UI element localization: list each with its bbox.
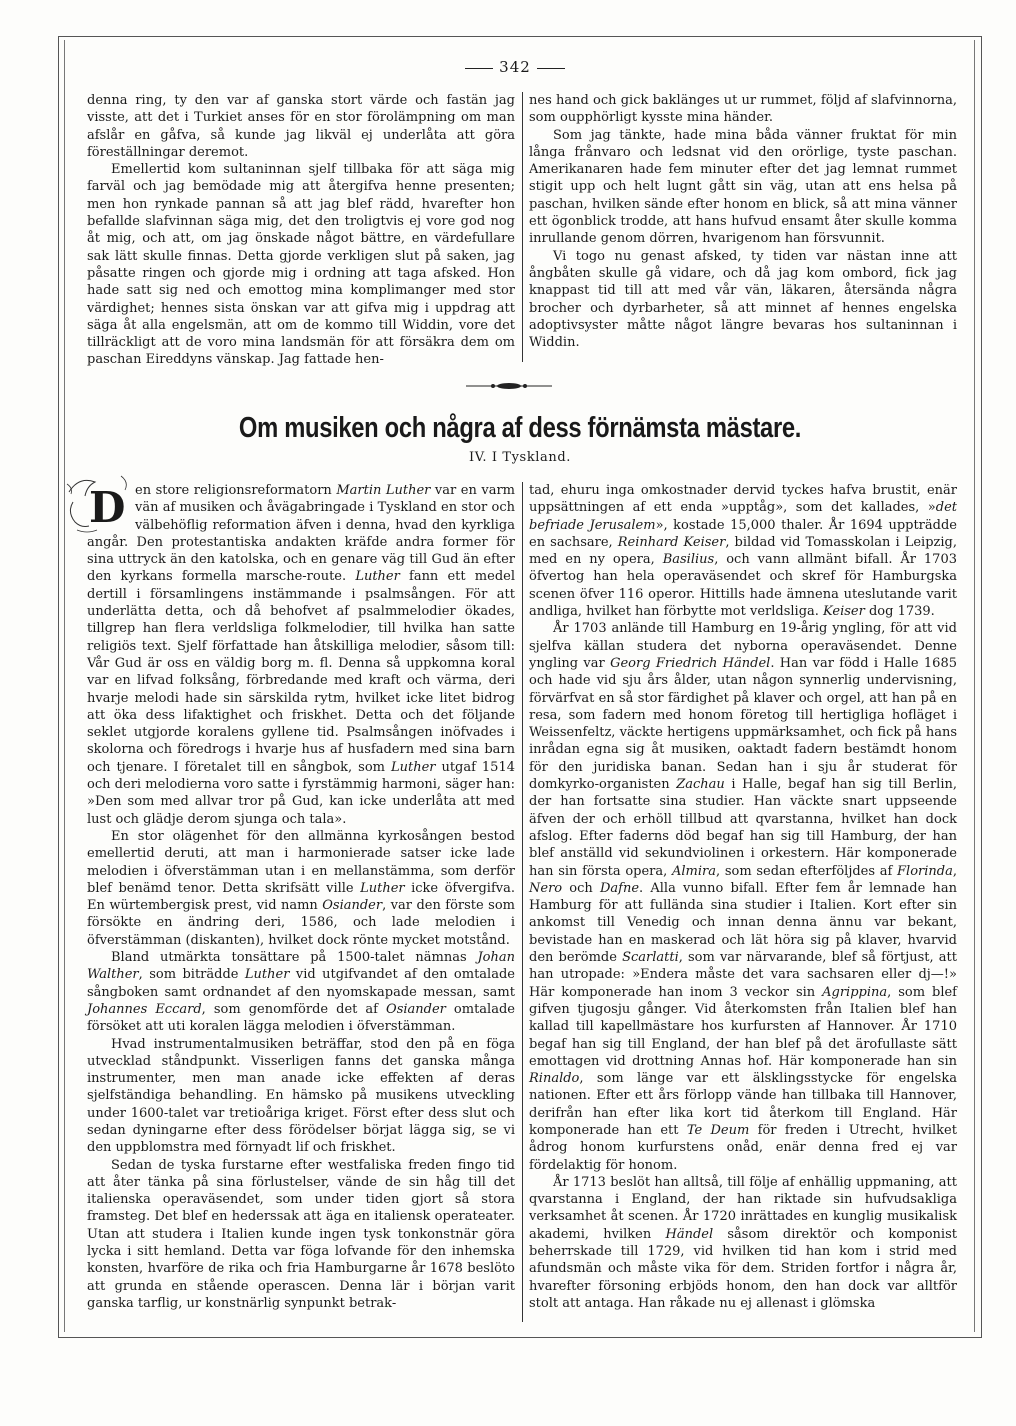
italic-name: Luther	[355, 569, 400, 585]
italic-name: det befriade Jerusalem	[529, 500, 957, 533]
paragraph: tad, ehuru inga omkostnader dervid tyckes hafva brustit, enär uppsättningen af ett enda »upptåg», som det kallades, »det befriade Jerusalem», kostade 15,000 thaler. År 1694 uppträdde en sachsare, Reinhard Keiser, bildad vid Tomasskolan i Leipzig, med en ny opera, Basilius, och vann allmänt bifall. År 1703 öfvertog han hela operaväsendet och skref för Hamburgska scenen öfver 116 operor. Hittills hade ämnena uteslutande varit andliga, hvilket han förbytte mot verldsliga. Keiser dog 1739.	[529, 483, 957, 620]
page-border-inner-right	[974, 40, 975, 1332]
italic-name: Agrippina	[822, 984, 888, 1000]
italic-name: Osiander	[386, 1001, 446, 1017]
italic-name: Nero	[529, 880, 563, 896]
article-left-column	[87, 482, 515, 1312]
paragraph: Som jag tänkte, hade mina båda vänner fruktat för min långa frånvaro och ledsnat vid den orörlige, tyste paschan. Amerikanaren hade fem minuter efter det jag lemnat rummet stigit upp och helt lugnt gått sin väg, utan att ens helsa på paschan, hvilken sände efter honom en blick, så att mina vänner ett ögonblick trodde, att hans hufvud ensamt åter skulle komma inrullande genom dörren, hvarigenom han försvunnit.	[529, 127, 957, 247]
italic-name: Händel	[665, 1226, 714, 1242]
paragraph: En stor olägenhet för den allmänna kyrkosången bestod emellertid deruti, att man i harmonierade satser icke lade melodien i öfverstämman utan i en mellanstämma, som derför blef benämd tenor. Detta skrifsätt ville Luther icke öfvergifva. En würtembergisk prest, vid namn Osiander, var den förste som försökte en ändring deri, 1586, och lade melodien i öfverstämman (diskanten), hvilket dock rönte mycket motstånd.	[87, 828, 515, 948]
article-title: Om musiken och några af dess förnämsta mästare.	[238, 412, 802, 444]
dropcap-letter: D	[89, 483, 126, 532]
decorative-dropcap-d	[85, 483, 129, 532]
paragraph: År 1703 anlände till Hamburg en 19-årig yngling, för att vid sjelfva källan studera det nyborna operaväsendet. Denne yngling var Georg Friedrich Händel. Han var född i Halle 1685 och hade vid sju års ålder, utan någon synnerlig undervisning, förvärfvat en så stor färdighet på klaver och orgel, att han på en resa, som fadern med honom företog till hertigliga hofläget i Weissenfeltz, väckte hertigens uppmärksamhet, och fick på hans inrådan egna sig åt musiken, oaktadt fadern bestämdt honom för den juridiska banan. Sedan han i sju år studerat för domkyrko-organisten Zachau i Halle, begaf han sig till Berlin, der han fortsatte sina studier. Han väckte snart uppseende äfven der och erhöll tillbud att qvarstanna, hvilket han dock afslog. Efter faderns död begaf han sig till Hamburg, der han blef anställd vid sekundviolinen i orkestern. Här komponerade han sin första opera, Almira, som sedan efterföljdes af Florinda, Nero och Dafne. Alla vunno bifall. Efter fem år lemnade han Hamburg för att fullända sina studier i Italien. Kort efter sin ankomst till Venedig och innan denna ännu var bekant, bevistade han en maskerad och lät höra sig på klaver, hvarvid den berömde Scarlatti, som var närvarande, blef så förtjust, att han utropade: »Endera måste det vara sachsaren eller dj—!» Här komponerade han inom 3 veckor sin Agrippina, som blef gifven tjugosju gånger. Vid återkomsten från Italien blef han kallad till kapellmästare hos kurfursten af Hannover. År 1710 begaf han sig till England, der han blef på det ärofullaste sätt emottagen vid drottning Annas hof. Här komponerade han sin Rinaldo, som länge var ett älsklingsstycke för engelska nationen. Efter ett års förlopp vände han tillbaka till Hannover, derifrån han efter lika kort tid återkom till England. Här komponerade han ett Te Deum för freden i Utrecht, hvilket ådrog honom kurfurstens onåd, enär denna fred ej var fördelaktig för honom.	[529, 621, 957, 1173]
italic-name: Luther	[244, 967, 290, 983]
page-number: 342	[440, 58, 590, 76]
italic-name: Te Deum	[686, 1122, 750, 1138]
italic-name: Scarlatti	[622, 950, 679, 966]
top-left-column	[87, 92, 515, 369]
italic-name: Zachau	[676, 777, 725, 793]
italic-name: Almira	[671, 863, 716, 879]
column-divider-top	[522, 92, 523, 362]
column-divider-article	[522, 482, 523, 1322]
italic-name: Johan Walther	[87, 950, 515, 983]
paragraph: denna ring, ty den var af ganska stort värde och fastän jag visste, att det i Turkiet anses för en stor förolämpning om man afslår en gåfva, så kunde jag likväl ej underlåta att göra föreställningar deremot.	[87, 93, 515, 160]
paragraph: Vi togo nu genast afsked, ty tiden var nästan inne att ångbåten skulle gå vidare, och då jag kom ombord, fick jag knappast tid till att med vår vän, läkaren, återsända några brocher och dyrbarheter, så att minnet af hennes engelska adoptivsyster måtte något längre bevaras hos sultaninnan i Widdin.	[529, 248, 957, 351]
italic-name: Dafne	[599, 880, 640, 896]
italic-name: Basilius	[662, 552, 715, 568]
paragraph: Sedan de tyska furstarne efter westfaliska freden fingo tid att åter tänka på sina förlustelser, vände de sin håg till det italienska operaväsendet, som under tiden gjort så stora framsteg. Det blef en hederssak att äga en italiensk operateater. Utan att studera i Italien kunde ingen tysk tonkonstnär göra lycka i sitt hemland. Detta var föga lofvande för den inhemska konsten, hvarföre de rika och fria Hamburgarne år 1678 beslöto att grunda en stående operascen. Denna lär i början varit ganska tarflig, ur konstnärlig synpunkt betrak-	[87, 1157, 515, 1311]
paragraph: nes hand och gick baklänges ut ur rummet, följd af slafvinnorna, som oupphörligt kysste mina händer.	[529, 93, 957, 126]
italic-name: Florinda	[897, 863, 953, 879]
top-right-column	[529, 92, 957, 351]
italic-name: Rinaldo	[529, 1071, 580, 1087]
page-border-inner-left	[64, 40, 65, 1332]
italic-name: Luther	[390, 759, 436, 775]
paragraph: Bland utmärkta tonsättare på 1500-talet nämnas Johan Walther, som biträdde Luther vid utgifvandet af den omtalade sångboken samt ordnandet af den nyomskapade messan, samt Johannes Eccard, som genomförde det af Osiander omtalade försöket att uti koralen lägga melodien i öfverstämman.	[87, 950, 515, 1035]
paragraph: Emellertid kom sultaninnan sjelf tillbaka för att säga mig farväl och jag bemödade mig att återgifva henne presenten; men hon rynkade pannan så att jag blef rädd, hvarefter hon befallde slafvinnan säga mig, det den troligtvis ej vore god nog åt mig, och att, om jag önskade något bättre, en värdefullare sak lätt skulle finnas. Detta gjorde verkligen slut på saken, jag påsatte ringen och gjorde mig i ordning att taga afsked. Hon hade satt sig ned och emottog mina komplimanger med stor värdighet; hennes sista önskan var att gifva mig i uppdrag att säga åt alla engelsmän, att om de kommo till Widdin, vore det tillräckligt att de voro mina landsmän för att försäkra dem om paschan Eireddyns vänskap. Jag fattade hen-	[87, 162, 515, 368]
italic-name: Johannes Eccard	[87, 1001, 202, 1017]
dropcap-flourish-icon	[65, 472, 137, 536]
italic-name: Osiander	[322, 898, 383, 914]
italic-name: Luther	[360, 880, 405, 896]
italic-name: Georg Friedrich Händel	[610, 655, 771, 671]
article-subtitle: IV. I Tyskland.	[468, 450, 572, 465]
italic-name: Martin Luther	[336, 483, 431, 498]
article-first-paragraph: D en store religionsreformatorn Martin Luther var en varm vän af musiken och åvägabringade i Tyskland en stor och välbehöflig reformation äfven i denna, hvad den kyrkliga angår. Den protestantiska andakten kräfde andra former för sina uttryck än den katolska, och en genare väg till Gud än efter den kyrkans formella marsche-route. Luther fann ett medel dertill i församlingens instämmande i psalmsången. För att underlätta detta, och då behofvet af psalmmelodier ökades, tillgrep han flera verldsliga folkmelodier, till hvilka han satte religiös text. Sjelf författade han åtskilliga melodier, såsom till: Vår Gud är oss en väldig borg m. fl. Denna så uppkomna koral var en lifvad folksång, förbredande med kraft och värma, deri hvarje melodi hade sin särskilda rytm, hvilket icke litet bidrog att öka dess lifaktighet och friskhet. Detta och det följande seklet utgjorde koralens gyllene tid. Psalmsången inöfvades i skolorna och föredrogs i hvarje hus af husfadern med sina barn och tjenare. I företalet till en sångbok, som Luther utgaf 1514 och deri melodierna voro satte i fyrstämmig harmoni, säger han: »Den som med allvar tror på Gud, kan icke underlåta att med lust och glädje derom sjunga och tala».	[87, 482, 515, 828]
italic-name: Reinhard Keiser	[617, 534, 726, 550]
italic-name: Keiser	[823, 604, 865, 620]
paragraph: Hvad instrumentalmusiken beträffar, stod den på en föga utvecklad ståndpunkt. Visserligen fanns det ganska många instrumenter, men man anade icke effekten af deras sjelfständiga behandling. En hämsko på musikens utveckling under 1600-talet var tretioåriga kriget. Först efter dess slut och sedan dyningarne efter dess förödelser börjat lägga sig, se vi den uppblomstra med förnyadt lif och friskhet.	[87, 1036, 515, 1156]
section-ornament	[466, 381, 552, 391]
article-right-column	[529, 482, 957, 1312]
paragraph: År 1713 beslöt han alltså, till följe af enhällig uppmaning, att qvarstanna i England, der han riktade sin hufvudsakliga verksamhet åt scenen. År 1720 inrättades en kunglig musikalisk akademi, hvilken Händel såsom direktör och komponist beherrskade till 1729, vid hvilken tid han kom i strid med afundsmän och måste vika för dem. Striden fortfor i några år, hvarefter försoning erbjöds honom, den han dock var alltför stolt att antaga. Han råkade nu ej allenast i glömska	[529, 1174, 957, 1311]
